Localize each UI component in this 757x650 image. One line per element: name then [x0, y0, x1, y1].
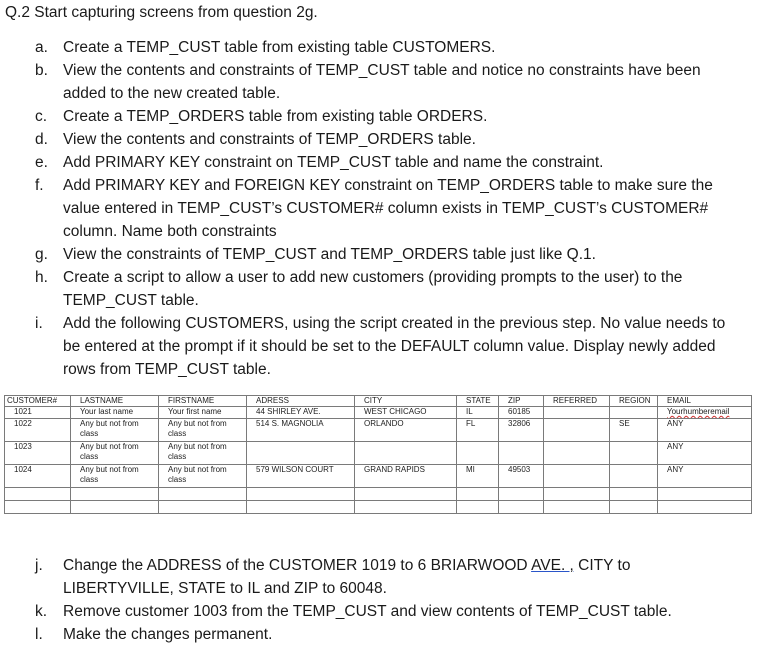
instruction-item-l	[0, 623, 757, 646]
table-cell	[610, 488, 658, 501]
item-text: View the contents and constraints of TEMP_ORDERS table.	[63, 131, 476, 148]
column-header: REFERRED	[544, 396, 610, 407]
table-cell: GRAND RAPIDS	[355, 465, 457, 488]
item-text	[63, 557, 630, 597]
table-cell: 60185	[499, 407, 544, 419]
item-text: View the contents and constraints of TEMP_CUST table and notice no constraints have been added to the new created table.	[63, 62, 701, 102]
table-cell	[544, 419, 610, 442]
table-row	[5, 419, 752, 442]
table-cell	[610, 501, 658, 514]
table-row-empty	[5, 501, 752, 514]
table-cell	[5, 501, 71, 514]
table-cell	[247, 501, 355, 514]
table-cell	[544, 501, 610, 514]
instruction-item-g	[0, 243, 757, 266]
column-header: FIRSTNAME	[159, 396, 247, 407]
table-row	[5, 442, 752, 465]
table-cell	[610, 442, 658, 465]
table-cell	[71, 488, 159, 501]
item-letter: a.	[35, 39, 48, 56]
table-cell: 1021	[5, 407, 71, 419]
table-cell	[610, 407, 658, 419]
instruction-item-i	[0, 312, 757, 381]
instruction-item-j	[0, 554, 757, 600]
table-cell: 49503	[499, 465, 544, 488]
table-cell: 514 S. MAGNOLIA	[247, 419, 355, 442]
table-cell: ANY	[658, 465, 752, 488]
table-cell	[159, 488, 247, 501]
item-text-part: CITY to LIBERTYVILLE, STATE to IL and ZIP to 60048.	[63, 557, 631, 597]
table-cell: 1023	[5, 442, 71, 465]
table-cell	[499, 501, 544, 514]
column-header: LASTNAME	[71, 396, 159, 407]
item-text-underlined: AVE. ,	[531, 557, 574, 574]
table-row-empty	[5, 488, 752, 501]
table-cell: 32806	[499, 419, 544, 442]
column-header: CUSTOMER#	[5, 396, 71, 407]
table-row	[5, 465, 752, 488]
table-cell	[355, 501, 457, 514]
table-cell	[499, 442, 544, 465]
item-text: Create a TEMP_CUST table from existing table CUSTOMERS.	[63, 39, 496, 56]
item-text: Add the following CUSTOMERS, using the script created in the previous step. No value needs to be entered at the prompt if it should be set to the DEFAULT column value. Display newly added rows from TEMP_CUST table.	[63, 315, 726, 378]
table-cell: SE	[610, 419, 658, 442]
item-letter: e.	[35, 154, 48, 171]
table-cell: WEST CHICAGO	[355, 407, 457, 419]
column-header: REGION	[610, 396, 658, 407]
instruction-item-f	[0, 174, 757, 243]
table-cell: Any but not from class	[159, 442, 247, 465]
column-header: EMAIL	[658, 396, 752, 407]
item-letter: c.	[35, 108, 48, 125]
table-cell: Any but not from class	[159, 465, 247, 488]
item-text: Create a TEMP_ORDERS table from existing table ORDERS.	[63, 108, 488, 125]
table-cell	[247, 488, 355, 501]
table-cell: 1022	[5, 419, 71, 442]
table-row	[5, 407, 752, 419]
instruction-item-b	[0, 59, 757, 105]
table-cell: IL	[457, 407, 499, 419]
instruction-list-top	[0, 36, 757, 381]
instruction-item-a	[0, 36, 757, 59]
table-cell: 579 WILSON COURT	[247, 465, 355, 488]
table-cell	[355, 488, 457, 501]
table-cell	[5, 488, 71, 501]
column-header: CITY	[355, 396, 457, 407]
customers-table	[4, 395, 752, 514]
instruction-item-c	[0, 105, 757, 128]
table-cell	[457, 488, 499, 501]
column-header: STATE	[457, 396, 499, 407]
instruction-item-k	[0, 600, 757, 623]
item-text: Make the changes permanent.	[63, 626, 273, 643]
table-cell	[544, 465, 610, 488]
item-letter: j.	[35, 557, 43, 574]
item-letter: d.	[35, 131, 48, 148]
item-letter: k.	[35, 603, 48, 620]
table-cell	[457, 501, 499, 514]
table-cell: ANY	[658, 442, 752, 465]
table-cell	[544, 442, 610, 465]
table-cell-email	[658, 407, 752, 419]
item-letter: i.	[35, 315, 43, 332]
item-text-part: Change the ADDRESS of the CUSTOMER 1019 to 6 BRIARWOOD	[63, 557, 532, 574]
table-cell	[247, 442, 355, 465]
item-text: Add PRIMARY KEY constraint on TEMP_CUST table and name the constraint.	[63, 154, 604, 171]
table-cell: Any but not from class	[71, 419, 159, 442]
table-cell	[544, 488, 610, 501]
table-cell	[658, 488, 752, 501]
instruction-item-e	[0, 151, 757, 174]
item-letter: f.	[35, 177, 44, 194]
table-cell: Any but not from class	[159, 419, 247, 442]
table-cell	[159, 501, 247, 514]
table-cell: MI	[457, 465, 499, 488]
table-cell	[544, 407, 610, 419]
table-cell	[457, 442, 499, 465]
item-letter: b.	[35, 62, 48, 79]
email-value: Yourhumberemail	[667, 407, 730, 416]
instruction-list-bottom	[0, 554, 757, 646]
item-text: Create a script to allow a user to add new customers (providing prompts to the user) to the TEMP_CUST table.	[63, 269, 683, 309]
table-cell: Any but not from class	[71, 442, 159, 465]
instruction-item-d	[0, 128, 757, 151]
item-letter: h.	[35, 269, 48, 286]
item-text: Add PRIMARY KEY and FOREIGN KEY constraint on TEMP_ORDERS table to make sure the value entered in TEMP_CUST’s CUSTOMER# column exists in TEMP_CUST’s CUSTOMER# column. Name both constraints	[63, 177, 713, 240]
table-cell: Your first name	[159, 407, 247, 419]
table-header-row	[5, 396, 752, 407]
table-cell	[610, 465, 658, 488]
column-header: ADRESS	[247, 396, 355, 407]
table-cell: Any but not from class	[71, 465, 159, 488]
table-cell	[658, 501, 752, 514]
item-text: View the constraints of TEMP_CUST and TEMP_ORDERS table just like Q.1.	[63, 246, 596, 263]
table-cell	[71, 501, 159, 514]
item-text: Remove customer 1003 from the TEMP_CUST and view contents of TEMP_CUST table.	[63, 603, 672, 620]
question-heading: Q.2 Start capturing screens from question 2g.	[5, 4, 318, 21]
table-cell	[355, 442, 457, 465]
instruction-item-h	[0, 266, 757, 312]
table-cell: Your last name	[71, 407, 159, 419]
table-cell: ANY	[658, 419, 752, 442]
table-cell: FL	[457, 419, 499, 442]
table-cell	[499, 488, 544, 501]
table-cell: 1024	[5, 465, 71, 488]
item-letter: l.	[35, 626, 43, 643]
table-cell: ORLANDO	[355, 419, 457, 442]
item-letter: g.	[35, 246, 48, 263]
column-header: ZIP	[499, 396, 544, 407]
table-cell: 44 SHIRLEY AVE.	[247, 407, 355, 419]
